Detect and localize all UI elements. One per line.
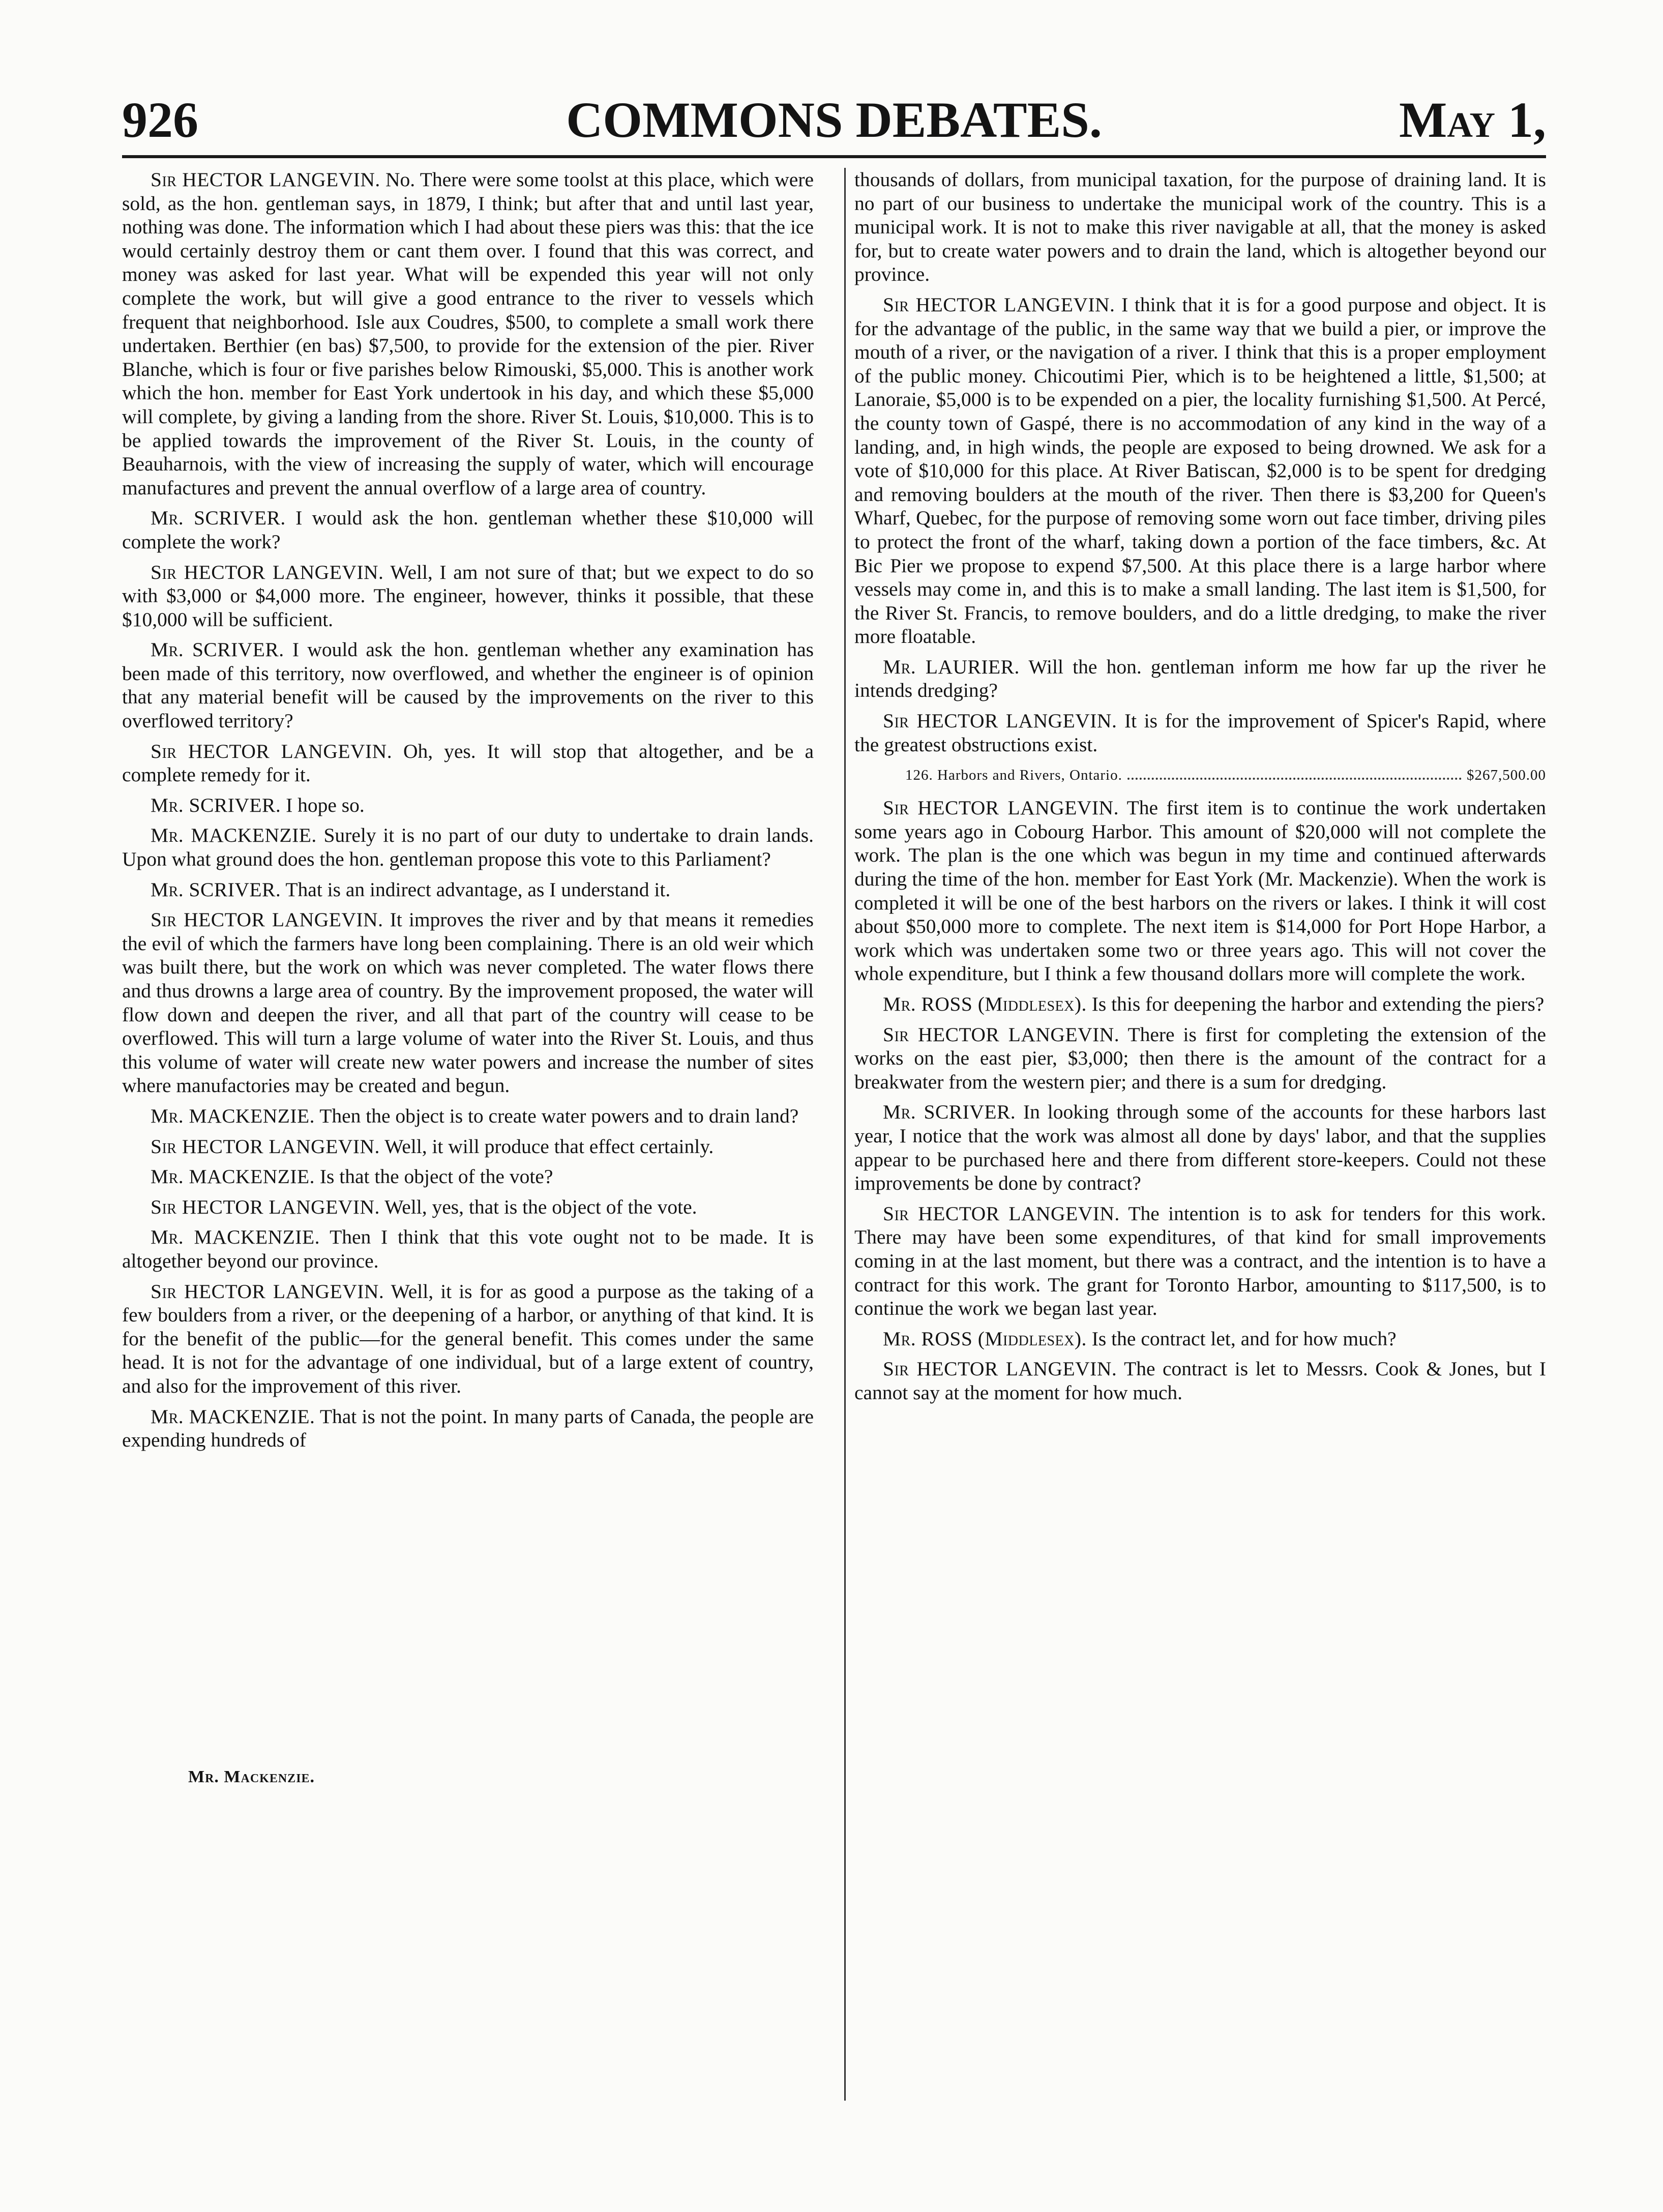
speech-text: It improves the river and by that means it remedies the evil of which the farmers have long been complaining. There is an old weir which was built there, but the work on which was never completed. The water flows there and thus drowns a large area of country. By the improvement proposed, the water will flow down and deepen the river, and all that part of the country will cease to be overflowed. This will turn a large volume of water into the River St. Louis, and thus this volume of water will create new water powers and increase the number of sites where manufactories may be created and begun.: [122, 908, 814, 1097]
speaker-name: Sir HECTOR LANGEVIN.: [151, 1280, 384, 1303]
paragraph: [122, 168, 814, 499]
speaker-name: Sir HECTOR LANGEVIN.: [883, 1202, 1120, 1225]
paragraph: [854, 655, 1546, 702]
paragraph: [122, 878, 814, 902]
speaker-name: Mr. SCRIVER.: [151, 507, 286, 529]
estimate-item: [854, 763, 1546, 787]
speech-text: The contract is let to Messrs. Cook & Jones, but I cannot say at the moment for how much.: [854, 1358, 1546, 1404]
speech-text: No. There were some toolst at this place, which were sold, as the hon. gentleman says, in 1879, I think; but after that and until last year, nothing was done. The information which I had about these piers was this: that the ice would certainly destroy them or cant them over. I found that this was correct, and money was asked for last year. What will be expended this year will not only complete the work, but will give a good entrance to the river to vessels which frequent that neighborhood. Isle aux Coudres, $500, to complete a small work there undertaken. Berthier (en bas) $7,500, to provide for the extension of the pier. River Blanche, which is four or five parishes below Rimouski, $5,000. This is another work which the hon. member for East York undertook in his day, and which these $5,000 will complete, by giving a landing from the shore. River St. Louis, $10,000. This is to be applied towards the improvement of the River St. Louis, in the county of Beauharnois, with the view of increasing the supply of water, which will encourage manufactures and prevent the annual overflow of a large area of country.: [122, 168, 814, 499]
speech-text: The first item is to continue the work undertaken some years ago in Cobourg Harbor. This amount of $20,000 will not complete the work. The plan is the one which was begun in my time and continued afterwards during the time of the hon. member for East York (Mr. Mackenzie). When the work is completed it will be one of the best harbors on the rivers or lakes. I think it will cost about $50,000 more to complete. The next item is $14,000 for Port Hope Harbor, a work which was undertaken some two or three years ago. This will not cover the whole expenditure, but I think a few thousand dollars more will complete the work.: [854, 797, 1546, 985]
speaker-name: Sir HECTOR LANGEVIN.: [883, 797, 1119, 819]
right-column: [854, 168, 1546, 1411]
speaker-name: Sir HECTOR LANGEVIN.: [151, 740, 393, 762]
speaker-name: Mr. ROSS (Middlesex).: [883, 993, 1087, 1015]
journal-title: COMMONS DEBATES.: [566, 92, 1102, 148]
page-header: [122, 76, 1546, 153]
header-rule: [122, 155, 1546, 158]
speech-text: Is the contract let, and for how much?: [1091, 1327, 1397, 1350]
speech-text: Well, yes, that is the object of the vote.: [384, 1195, 697, 1218]
speech-text: Is this for deepening the harbor and extending the piers?: [1091, 993, 1545, 1015]
speech-text: Well, it will produce that effect certainly.: [384, 1135, 714, 1158]
estimate-item-label: 126. Harbors and Rivers, Ontario.: [905, 767, 1122, 784]
speaker-name: Sir HECTOR LANGEVIN.: [151, 908, 383, 931]
speaker-name: Mr. ROSS (Middlesex).: [883, 1327, 1087, 1350]
speech-text: That is an indirect advantage, as I understand it.: [285, 878, 671, 901]
paragraph: [854, 709, 1546, 756]
paragraph: [854, 1023, 1546, 1094]
speaker-name: Sir HECTOR LANGEVIN.: [883, 710, 1117, 732]
paragraph: [122, 638, 814, 732]
paragraph: [122, 823, 814, 871]
paragraph: [122, 1165, 814, 1189]
speaker-name: Mr. SCRIVER.: [151, 638, 284, 661]
speaker-name: Mr. LAURIER.: [883, 655, 1020, 678]
speech-text: Will the hon. gentleman inform me how far up the river he intends dredging?: [854, 655, 1546, 702]
paragraph: [854, 1357, 1546, 1404]
paragraph: [122, 908, 814, 1098]
speech-text: Oh, yes. It will stop that altogether, and be a complete remedy for it.: [122, 740, 814, 786]
paragraph: [122, 506, 814, 553]
paragraph: [122, 1135, 814, 1159]
paragraph: [122, 1280, 814, 1398]
speaker-name: Mr. MACKENZIE.: [151, 1165, 315, 1188]
speech-text: The intention is to ask for tenders for this work. There may have been some expenditures, of that kind for small improvements coming in at the last moment, but there was a contract, and the intention is to have a contract for this work. The grant for Toronto Harbor, amounting to $117,500, is to continue the work we began last year.: [854, 1202, 1546, 1320]
speaker-name: Mr. SCRIVER.: [151, 878, 281, 901]
paragraph: [122, 1195, 814, 1219]
page-date: May 1,: [1399, 92, 1546, 148]
speech-text: In looking through some of the accounts for these harbors last year, I notice that the work was almost all done by days' labor, and that the supplies appear to be purchased here and there from different store-keepers. Could not these improvements be done by contract?: [854, 1101, 1546, 1195]
speaker-name: Sir HECTOR LANGEVIN.: [151, 1195, 380, 1218]
left-column: [122, 168, 814, 1459]
speaker-name: Sir HECTOR LANGEVIN.: [883, 1023, 1120, 1046]
speaker-name: Mr. SCRIVER.: [883, 1101, 1016, 1124]
paragraph: [122, 1225, 814, 1273]
speaker-name: Sir HECTOR LANGEVIN.: [151, 561, 384, 583]
page-number: 926: [122, 92, 198, 148]
speech-text: Well, it is for as good a purpose as the taking of a few boulders from a river, or the deepening of a harbor, or anything of that kind. It is for the benefit of the public—for the general benefit. This comes under the same head. It is not for the advantage of one individual, but of a large extent of country, and also for the improvement of this river.: [122, 1280, 814, 1397]
speech-text: Then I think that this vote ought not to be made. It is altogether beyond our province.: [122, 1226, 814, 1272]
paragraph: [854, 992, 1546, 1016]
speaker-name: Sir HECTOR LANGEVIN.: [883, 293, 1115, 316]
speech-text: Surely it is no part of our duty to undertake to drain lands. Upon what ground does the hon. gentleman propose this vote to this Parliament?: [122, 824, 814, 871]
paragraph: [122, 793, 814, 817]
speech-text: I think that it is for a good purpose and object. It is for the advantage of the public, in the same way that we build a pier, or improve the mouth of a river, or the navigation of a river. I think that this is a proper employment of the public money. Chicoutimi Pier, which is to be heightened a little, $1,500; at Lanoraie, $5,000 is to be expended on a pier, the locality furnishing $1,500. At Percé, the county town of Gaspé, there is no accommodation of any kind in the way of a landing, and, in high winds, the people are exposed to being drowned. We ask for a vote of $10,000 for this place. At River Batiscan, $2,000 is to be spent for dredging and removing boulders at the mouth of the river. Then there is $3,200 for Queen's Wharf, Quebec, for the purpose of removing some worn out face timber, driving piles to protect the front of the wharf, taking down a portion of the face timbers, &c. At Bic Pier we propose to expend $7,500. At this place there is a large harbor where vessels may come in, and this is to make a small landing. The last item is $1,500, for the River St. Francis, to remove boulders, and do a little dredging, to make the river more floatable.: [854, 293, 1547, 648]
paragraph: [854, 293, 1546, 648]
speech-text: That is not the point. In many parts of Canada, the people are expending hundreds of: [122, 1405, 814, 1452]
paragraph: [854, 796, 1546, 986]
speech-text: I would ask the hon. gentleman whether these $10,000 will complete the work?: [122, 507, 814, 553]
speaker-name: Sir HECTOR LANGEVIN.: [883, 1358, 1117, 1380]
speech-text: There is first for completing the extension of the works on the east pier, $3,000; then there is the amount of the contract for a breakwater from the western pier; and there is a sum for dredging.: [854, 1023, 1546, 1093]
speech-text: thousands of dollars, from municipal taxation, for the purpose of draining land. It is no part of our business to undertake the municipal work of the country. This is a municipal work. It is not to make this river navigable at all, that the money is asked for, but to create water powers and to drain the land, which is altogether beyond our province.: [854, 168, 1546, 286]
speech-text: Well, I am not sure of that; but we expect to do so with $3,000 or $4,000 more. The engineer, however, thinks it possible, that these $10,000 will be sufficient.: [122, 561, 814, 631]
paragraph-continued: [854, 168, 1546, 286]
column-divider: [844, 168, 846, 2101]
paragraph: [122, 1405, 814, 1452]
speaker-name: Mr. MACKENZIE.: [151, 1405, 315, 1428]
speaker-name: Mr. MACKENZIE.: [151, 1226, 320, 1249]
speaker-name: Mr. SCRIVER.: [151, 793, 281, 816]
speaker-name: Mr. MACKENZIE.: [151, 824, 317, 847]
speech-text: It is for the improvement of Spicer's Rapid, where the greatest obstructions exist.: [854, 710, 1547, 756]
paragraph: [854, 1202, 1546, 1320]
paragraph: [122, 740, 814, 787]
running-footer-name: Mr. Mackenzie.: [188, 1767, 315, 1786]
estimate-item-amount: $267,500.00: [1467, 767, 1546, 784]
paragraph: [122, 1104, 814, 1128]
paragraph: [122, 561, 814, 632]
speech-text: Then the object is to create water powers and to drain land?: [319, 1104, 799, 1127]
paragraph: [854, 1327, 1546, 1351]
leader-dots: [1127, 778, 1462, 780]
speaker-name: Mr. MACKENZIE.: [151, 1104, 315, 1127]
speech-text: I would ask the hon. gentleman whether any examination has been made of this territory, now overflowed, and whether the engineer is of opinion that any material benefit will be caused by the improvements on the river to this overflowed territory?: [122, 638, 814, 732]
speaker-name: Sir HECTOR LANGEVIN.: [151, 168, 380, 191]
speech-text: I hope so.: [286, 793, 365, 816]
speaker-name: Sir HECTOR LANGEVIN.: [151, 1135, 380, 1158]
paragraph: [854, 1100, 1546, 1195]
speech-text: Is that the object of the vote?: [319, 1165, 553, 1188]
